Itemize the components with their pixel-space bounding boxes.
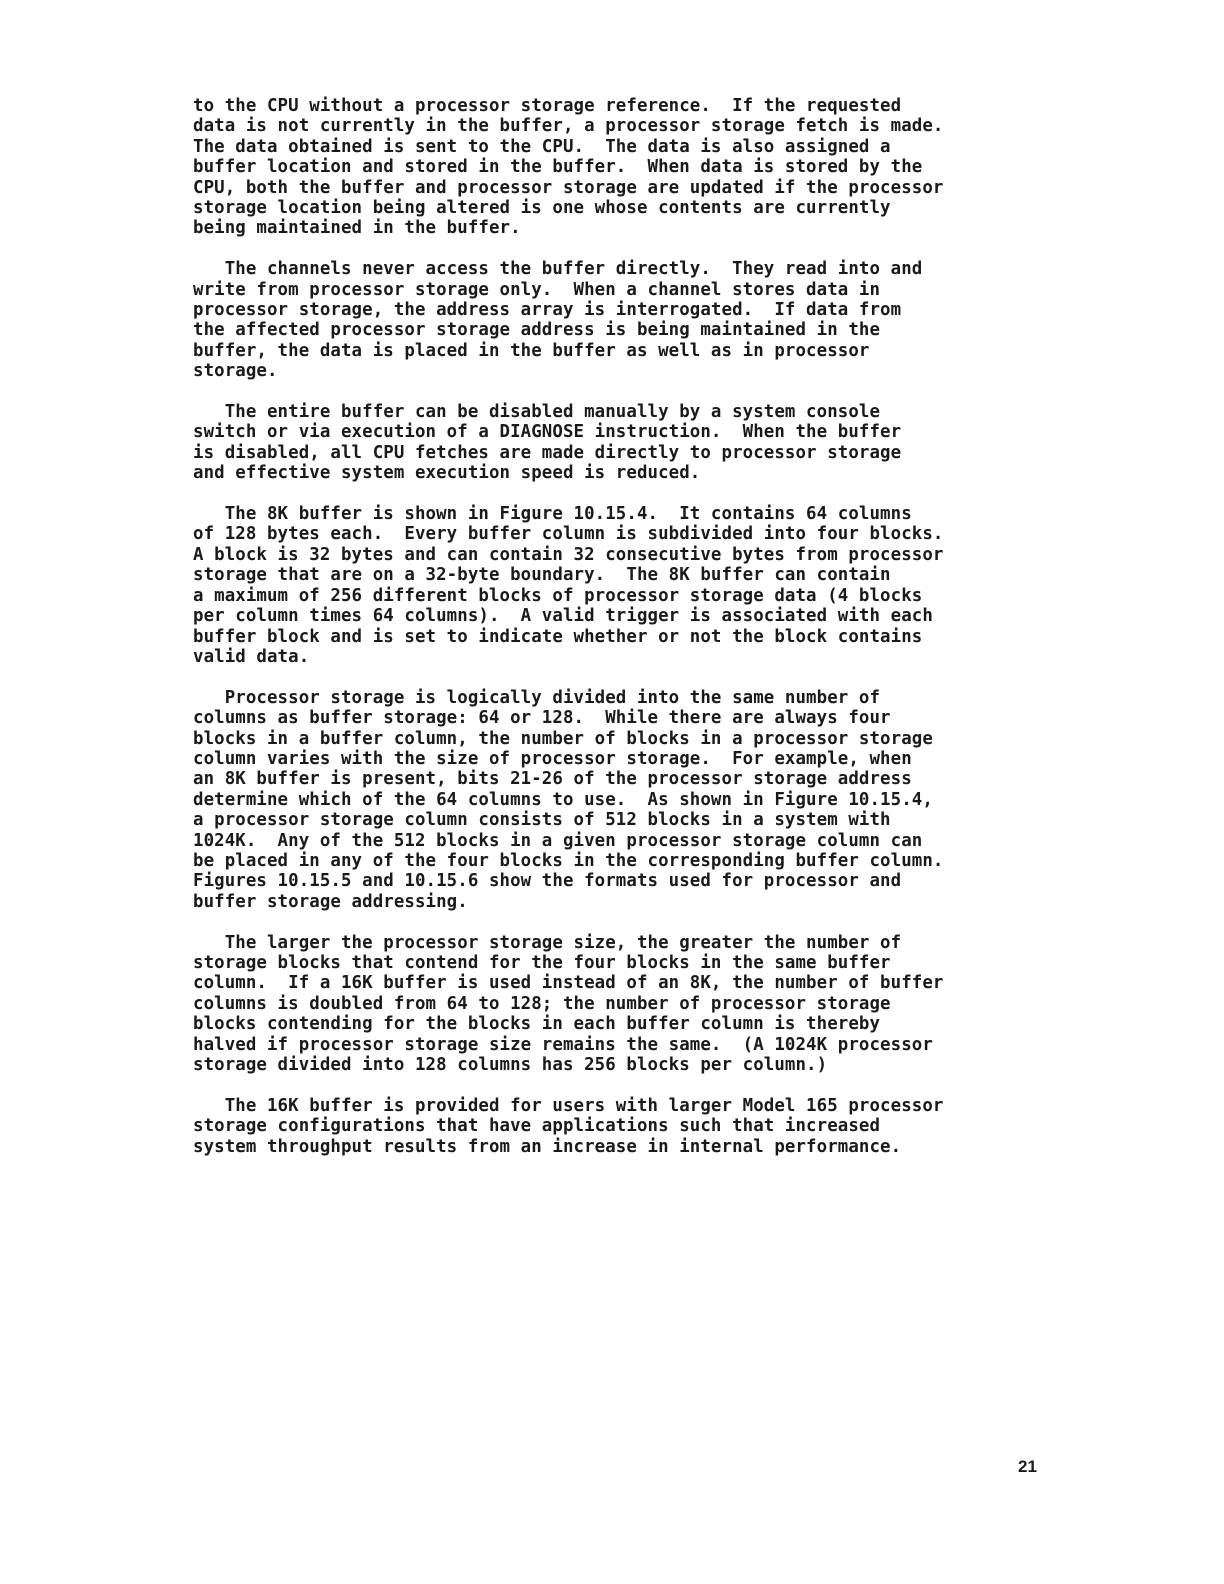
text-line: system throughput results from an increase in internal performance. — [193, 1136, 902, 1157]
text-line: The data obtained is sent to the CPU. The data is also assigned a — [193, 136, 891, 157]
text-line: storage location being altered is one whose contents are currently — [193, 198, 891, 219]
text-line: buffer, the data is placed in the buffer as well as in processor — [193, 340, 870, 361]
text-line: buffer block and is set to indicate whether or not the block contains — [193, 626, 923, 647]
page-number: 21 — [1018, 1457, 1037, 1476]
paragraph — [193, 504, 1073, 667]
paragraph — [193, 688, 1073, 912]
text-line: an 8K buffer is present, bits 21-26 of the processor storage address — [193, 769, 912, 790]
text-line: to the CPU without a processor storage reference. If the requested — [193, 96, 902, 116]
text-line: A block is 32 bytes and can contain 32 consecutive bytes from processor — [193, 544, 944, 565]
paragraph — [193, 933, 1073, 1076]
text-line: of 128 bytes each. Every buffer column is subdivided into four blocks. — [193, 524, 944, 545]
text-line: The larger the processor storage size, the greater the number of — [193, 932, 902, 953]
text-line: valid data. — [193, 646, 310, 667]
text-line: data is not currently in the buffer, a processor storage fetch is made. — [193, 116, 944, 137]
text-line: storage divided into 128 columns has 256 blocks per column.) — [193, 1055, 828, 1076]
text-line: column varies with the size of processor storage. For example, when — [193, 748, 912, 769]
text-line: a maximum of 256 different blocks of processor storage data (4 blocks — [193, 585, 923, 606]
text-line: CPU, both the buffer and processor storage are updated if the processor — [193, 177, 944, 198]
text-line: The entire buffer can be disabled manually by a system console — [193, 402, 881, 423]
text-line: is disabled, all CPU fetches are made directly to processor storage — [193, 442, 902, 463]
text-line: be placed in any of the four blocks in the corresponding buffer column. — [193, 850, 944, 871]
text-line: storage. — [193, 361, 278, 382]
text-line: The channels never access the buffer directly. They read into and — [193, 259, 923, 280]
text-line: The 16K buffer is provided for users with larger Model 165 processor — [193, 1095, 944, 1116]
text-line: per column times 64 columns). A valid trigger is associated with each — [193, 606, 933, 627]
text-line: being maintained in the buffer. — [193, 218, 521, 239]
text-line: blocks in a buffer column, the number of blocks in a processor storage — [193, 728, 933, 749]
body-text — [193, 96, 1073, 1177]
text-line: columns is doubled from 64 to 128; the number of processor storage — [193, 993, 891, 1014]
text-line: processor storage, the address array is interrogated. If data from — [193, 300, 902, 321]
text-line: blocks contending for the blocks in each buffer column is thereby — [193, 1014, 881, 1035]
text-line: halved if processor storage size remains the same. (A 1024K processor — [193, 1034, 933, 1055]
text-line: and effective system execution speed is reduced. — [193, 463, 701, 484]
paragraph — [193, 1096, 1073, 1157]
text-line: write from processor storage only. When a channel stores data in — [193, 279, 881, 300]
paragraph — [193, 259, 1073, 381]
text-line: buffer storage addressing. — [193, 891, 468, 912]
text-line: switch or via execution of a DIAGNOSE instruction. When the buffer — [193, 422, 902, 443]
text-line: determine which of the 64 columns to use. As shown in Figure 10.15.4, — [193, 789, 933, 810]
text-line: Processor storage is logically divided into the same number of — [193, 687, 881, 708]
text-line: column. If a 16K buffer is used instead of an 8K, the number of buffer — [193, 973, 944, 994]
text-line: 1024K. Any of the 512 blocks in a given processor storage column can — [193, 830, 923, 851]
text-line: storage that are on a 32-byte boundary. The 8K buffer can contain — [193, 565, 891, 586]
text-line: storage configurations that have applications such that increased — [193, 1116, 881, 1137]
text-line: storage blocks that contend for the four blocks in the same buffer — [193, 952, 891, 973]
text-line: Figures 10.15.5 and 10.15.6 show the formats used for processor and — [193, 871, 902, 892]
text-line: a processor storage column consists of 512 blocks in a system with — [193, 810, 891, 831]
text-line: columns as buffer storage: 64 or 128. While there are always four — [193, 708, 891, 729]
paragraph — [193, 96, 1073, 239]
text-line: The 8K buffer is shown in Figure 10.15.4. It contains 64 columns — [193, 504, 912, 525]
text-line: the affected processor storage address is being maintained in the — [193, 320, 881, 341]
text-line: buffer location and stored in the buffer. When data is stored by the — [193, 157, 923, 178]
paragraph — [193, 402, 1073, 484]
